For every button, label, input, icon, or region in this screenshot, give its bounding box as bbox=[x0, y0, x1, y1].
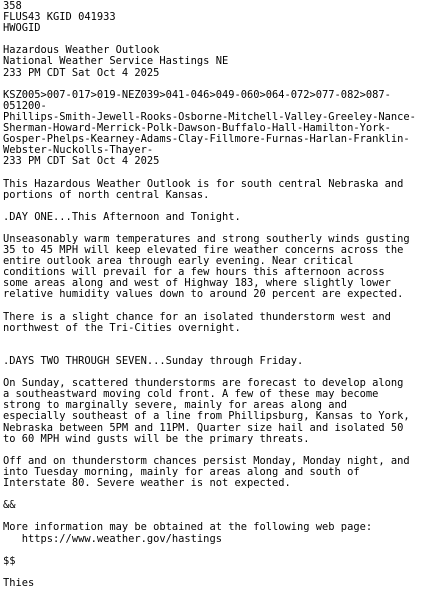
blank-line bbox=[3, 545, 427, 556]
intro-text: This Hazardous Weather Outlook is for south central Nebraska and bbox=[3, 177, 404, 190]
zone-names: Gosper-Phelps-Kearney-Adams-Clay-Fillmore-Furnas-Harlan-Franklin- bbox=[3, 133, 410, 146]
day-one-paragraph: relative humidity values down to around 20 percent are expected. bbox=[3, 288, 404, 301]
zone-names: Webster-Nuckolls-Thayer- bbox=[3, 144, 154, 157]
days-two-seven-paragraph: especially southeast of a line from Phillipsburg, Kansas to York, bbox=[3, 410, 410, 423]
day-one-paragraph: northwest of the Tri-Cities overnight. bbox=[3, 321, 241, 334]
zone-names: Phillips-Smith-Jewell-Rooks-Osborne-Mitchell-Valley-Greeley-Nance- bbox=[3, 110, 416, 123]
ugc-codes: KSZ005>007-017>019-NEZ039>041-046>049-060>064-072>077-082>087- bbox=[3, 88, 391, 101]
day-one-paragraph: There is a slight chance for an isolated thunderstorm west and bbox=[3, 310, 391, 323]
section-separator: && bbox=[3, 499, 16, 512]
forecaster-name: Thies bbox=[3, 576, 35, 589]
day-one-paragraph: conditions will prevail for a few hours this afternoon across bbox=[3, 266, 385, 279]
days-two-seven-paragraph: into Tuesday morning, mainly for areas along and south of bbox=[3, 465, 360, 478]
ugc-expiration: 051200- bbox=[3, 99, 47, 112]
product-id: 358 bbox=[3, 0, 22, 12]
product-title: Hazardous Weather Outlook bbox=[3, 44, 160, 57]
days-two-seven-paragraph: On Sunday, scattered thunderstorms are forecast to develop along bbox=[3, 377, 404, 390]
product-pil: HWOGID bbox=[3, 22, 41, 35]
blank-line bbox=[3, 489, 427, 500]
more-info-text: More information may be obtained at the following web page: bbox=[3, 521, 373, 534]
days-two-seven-paragraph: Nebraska between 5PM and 11PM. Quarter size hail and isolated 50 bbox=[3, 421, 404, 434]
zone-names: Sherman-Howard-Merrick-Polk-Dawson-Buffalo-Hall-Hamilton-York- bbox=[3, 122, 391, 135]
day-one-paragraph: 35 to 45 MPH will keep elevated fire weather concerns across the bbox=[3, 244, 404, 257]
days-two-seven-paragraph: to 60 MPH wind gusts will be the primary threats. bbox=[3, 432, 310, 445]
days-two-seven-paragraph: Interstate 80. Severe weather is not expected. bbox=[3, 477, 291, 490]
segment-issue-time: 233 PM CDT Sat Oct 4 2025 bbox=[3, 155, 160, 168]
blank-line bbox=[3, 567, 427, 578]
issue-time: 233 PM CDT Sat Oct 4 2025 bbox=[3, 66, 160, 79]
blank-line bbox=[3, 334, 427, 345]
end-of-product-marker: $$ bbox=[3, 554, 16, 567]
days-two-seven-paragraph: a southeastward moving cold front. A few of these may become bbox=[3, 388, 379, 401]
hastings-web-link[interactable]: https://www.weather.gov/hastings bbox=[3, 532, 222, 545]
day-one-paragraph: some areas along and west of Highway 183, where slightly lower bbox=[3, 277, 391, 290]
blank-line bbox=[3, 301, 427, 312]
intro-text: portions of north central Kansas. bbox=[3, 188, 210, 201]
day-one-paragraph: entire outlook area through early evening. Near critical bbox=[3, 255, 354, 268]
days-two-seven-paragraph: Off and on thunderstorm chances persist Monday, Monday night, and bbox=[3, 454, 410, 467]
day-one-paragraph: Unseasonably warm temperatures and strong southerly winds gusting bbox=[3, 232, 410, 245]
awips-header: FLUS43 KGID 041933 bbox=[3, 11, 116, 24]
days-two-seven-paragraph: strong to marginally severe, mainly for areas along and bbox=[3, 399, 348, 412]
days-two-seven-heading: .DAYS TWO THROUGH SEVEN...Sunday through Friday. bbox=[3, 355, 304, 367]
blank-line bbox=[3, 167, 427, 178]
day-one-heading: .DAY ONE...This Afternoon and Tonight. bbox=[3, 210, 241, 223]
issuing-office: National Weather Service Hastings NE bbox=[3, 55, 229, 68]
